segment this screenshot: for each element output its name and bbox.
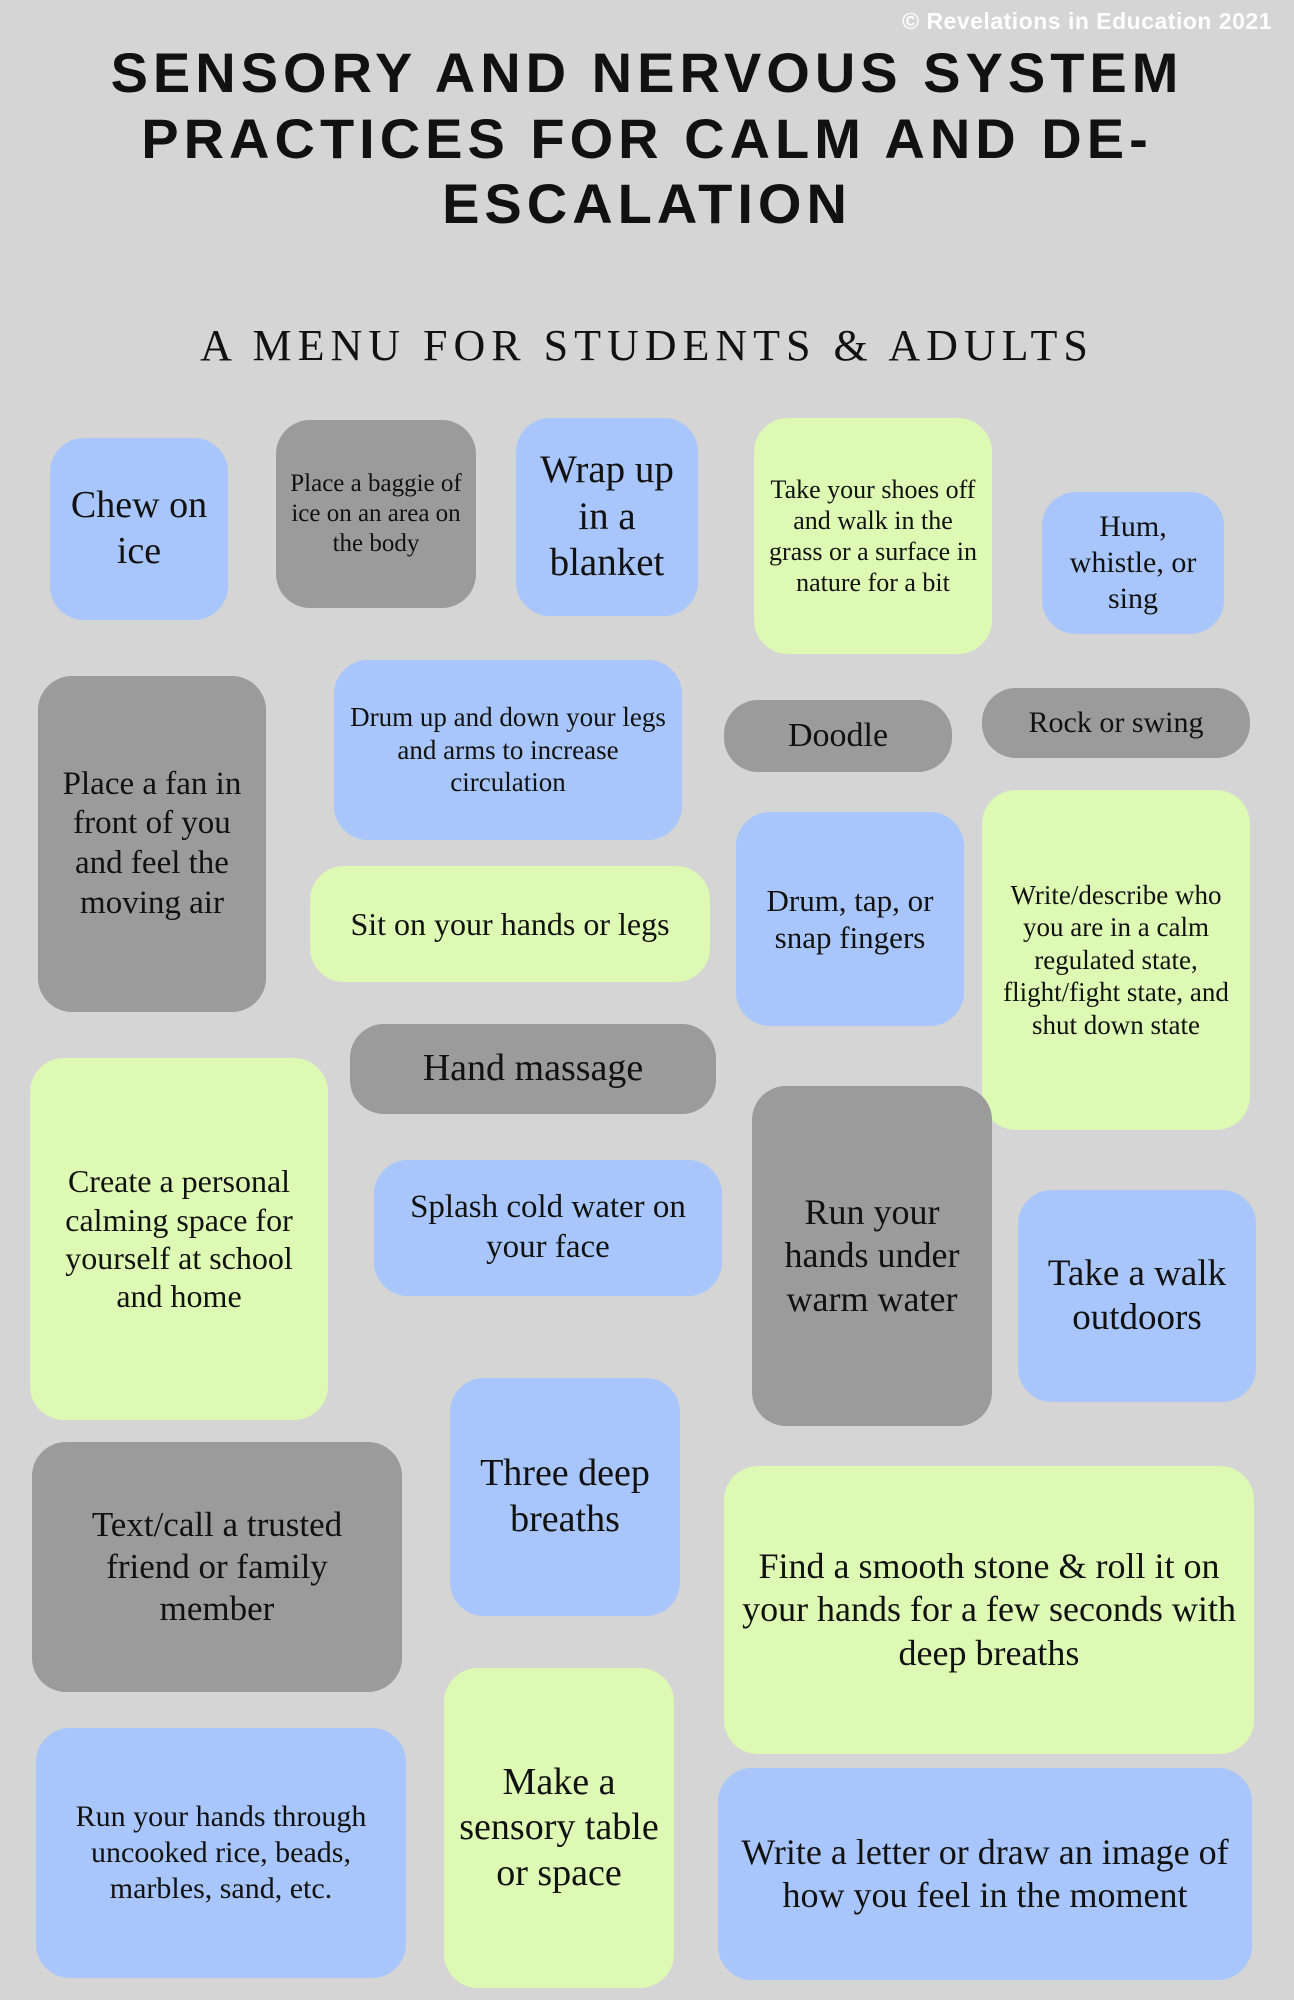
practice-card-text-call-friend: Text/call a trusted friend or family member (32, 1442, 402, 1692)
practice-card-sensory-table: Make a sensory table or space (444, 1668, 674, 1988)
practice-card-smooth-stone: Find a smooth stone & roll it on your hands for a few seconds with deep breaths (724, 1466, 1254, 1754)
practice-card-drum-tap-snap: Drum, tap, or snap fingers (736, 812, 964, 1026)
practice-card-write-describe-state: Write/describe who you are in a calm regulated state, flight/fight state, and shut down state (982, 790, 1250, 1130)
practice-card-uncooked-rice: Run your hands through uncooked rice, beads, marbles, sand, etc. (36, 1728, 406, 1978)
practice-card-hum-whistle-sing: Hum, whistle, or sing (1042, 492, 1224, 634)
practice-card-sit-on-hands: Sit on your hands or legs (310, 866, 710, 982)
practice-card-shoes-off-grass: Take your shoes off and walk in the grass or a surface in nature for a bit (754, 418, 992, 654)
practice-card-write-letter-draw: Write a letter or draw an image of how you feel in the moment (718, 1768, 1252, 1980)
page-title: SENSORY AND NERVOUS SYSTEM PRACTICES FOR CALM AND DE-ESCALATION (110, 41, 1184, 236)
practice-card-take-a-walk-outdoors: Take a walk outdoors (1018, 1190, 1256, 1402)
practice-card-calming-space: Create a personal calming space for yourself at school and home (30, 1058, 328, 1420)
practice-card-fan-moving-air: Place a fan in front of you and feel the moving air (38, 676, 266, 1012)
copyright-notice: © Revelations in Education 2021 (902, 8, 1272, 34)
practice-card-baggie-of-ice: Place a baggie of ice on an area on the body (276, 420, 476, 608)
practice-card-wrap-up-blanket: Wrap up in a blanket (516, 418, 698, 616)
practice-card-splash-cold-water: Splash cold water on your face (374, 1160, 722, 1296)
practice-card-doodle: Doodle (724, 700, 952, 772)
practice-card-drum-legs-arms: Drum up and down your legs and arms to increase circulation (334, 660, 682, 840)
practice-card-hand-massage: Hand massage (350, 1024, 716, 1114)
practice-card-three-deep-breaths: Three deep breaths (450, 1378, 680, 1616)
practice-card-rock-or-swing: Rock or swing (982, 688, 1250, 758)
page-subtitle: A MENU FOR STUDENTS & ADULTS (200, 321, 1094, 370)
practice-card-run-hands-warm-water: Run your hands under warm water (752, 1086, 992, 1426)
practice-card-chew-on-ice: Chew on ice (50, 438, 228, 620)
